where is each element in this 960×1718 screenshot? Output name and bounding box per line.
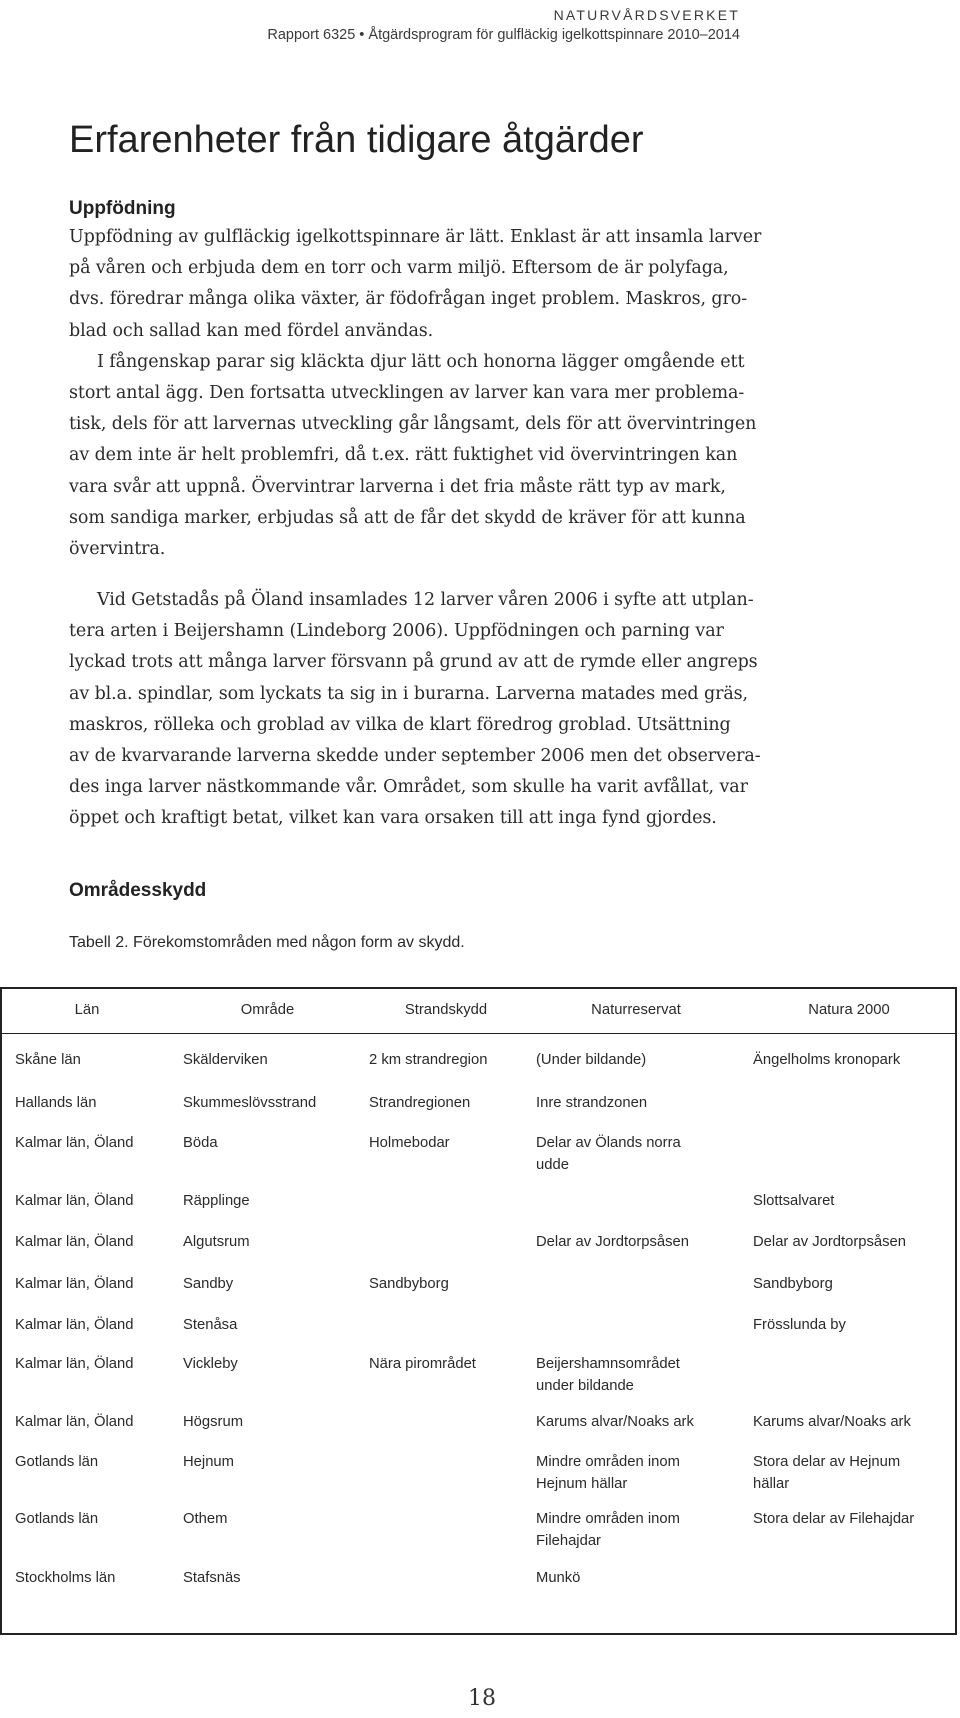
table-cell: Gotlands län (15, 1511, 99, 1527)
table-cell: Sandby (183, 1276, 234, 1292)
table-cell: Skälderviken (183, 1052, 268, 1068)
table-cell: Kalmar län, Öland (15, 1317, 134, 1333)
table-cell: Slottsalvaret (753, 1193, 835, 1209)
table-cell: Kalmar län, Öland (15, 1234, 134, 1250)
table-cell: Karums alvar/Noaks ark (536, 1414, 694, 1430)
text-line: I fångenskap parar sig kläckta djur lätt och honorna lägger omgående ett (97, 351, 745, 372)
text-line: av bl.a. spindlar, som lyckats ta sig in i burarna. Larverna matades med gräs, (69, 683, 749, 704)
text-line: Vid Getstadås på Öland insamlades 12 larver våren 2006 i syfte att utplan- (97, 590, 754, 610)
text-line: vara svår att uppnå. Övervintrar larverna i det fria måste rätt typ av mark, (69, 476, 726, 497)
table-cell: Othem (183, 1511, 228, 1527)
table-cell: Stockholms län (15, 1570, 116, 1586)
section-heading-uppfodning: Uppfödning (69, 198, 176, 219)
table-cell: Algutsrum (183, 1234, 250, 1250)
table-cell: Gotlands län (15, 1454, 99, 1470)
table-header-row (2, 989, 955, 1034)
table-cell: Räpplinge (183, 1193, 250, 1209)
table-cell: Kalmar län, Öland (15, 1193, 134, 1209)
protection-table (0, 987, 957, 1635)
table-cell: Delar av Jordtorpsåsen (536, 1234, 689, 1250)
text-line: blad och sallad kan med fördel användas. (69, 320, 434, 341)
report-title-line: Rapport 6325 • Åtgärdsprogram för gulfläckig igelkottspinnare 2010–2014 (267, 27, 740, 43)
text-line: av dem inte är helt problemfri, då t.ex. rätt fuktighet vid övervintringen kan (69, 445, 738, 466)
table-cell: Delar av Ölands norra udde (536, 1135, 681, 1173)
table-cell: Inre strandzonen (536, 1095, 648, 1111)
text-line: tisk, dels för att larvernas utveckling går långsamt, dels för att övervintringen (69, 414, 757, 435)
body-paragraph-1 (69, 222, 761, 565)
table-cell: Sandbyborg (369, 1276, 449, 1292)
table-cell: Nära pirområdet (369, 1356, 476, 1372)
text-line: des inga larver nästkommande vår. Området, som skulle ha varit avfållat, var (69, 777, 748, 798)
column-header-omrade: Område (240, 1002, 295, 1018)
text-line: dvs. föredrar många olika växter, är födofrågan inget problem. Maskros, gro- (69, 289, 748, 310)
table-cell: 2 km strandregion (369, 1052, 488, 1068)
table-cell: Böda (183, 1135, 218, 1151)
table-cell: Skummeslövsstrand (183, 1095, 317, 1111)
column-header-lan: Län (74, 1002, 100, 1018)
text-line: som sandiga marker, erbjudas så att de får det skydd de kräver för att kunna (69, 507, 746, 528)
table-cell: Munkö (536, 1570, 581, 1586)
page-title: Erfarenheter från tidigare åtgärder (69, 119, 644, 161)
table-cell: Stora delar av Hejnum hällar (753, 1454, 901, 1492)
text-line: av de kvarvarande larverna skedde under september 2006 men det observera- (69, 746, 761, 767)
table-cell: Kalmar län, Öland (15, 1414, 134, 1430)
text-line: tera arten i Beijershamn (Lindeborg 2006). Uppfödningen och parning var (69, 621, 724, 642)
table-cell: Högsrum (183, 1414, 244, 1430)
table-cell: Beijershamnsområdet under bildande (536, 1356, 680, 1394)
table-cell: Strandregionen (369, 1095, 471, 1111)
page-number (0, 1686, 960, 1712)
table-cell: Hejnum (183, 1454, 234, 1470)
column-header-strandskydd: Strandskydd (404, 1002, 488, 1018)
text-line: lyckad trots att många larver försvann på grund av att de rymde eller angreps (69, 652, 758, 673)
table-cell: Hallands län (15, 1095, 97, 1111)
table-cell: Karums alvar/Noaks ark (753, 1414, 911, 1430)
table-cell: Skåne län (15, 1052, 81, 1068)
table-cell: Ängelholms kronopark (753, 1052, 901, 1068)
text-line: på våren och erbjuda dem en torr och varm miljö. Eftersom de är polyfaga, (69, 258, 729, 279)
table-cell: Kalmar län, Öland (15, 1356, 134, 1372)
table-cell: (Under bildande) (536, 1052, 647, 1068)
table-cell: Mindre områden inom Filehajdar (536, 1511, 680, 1549)
table-cell: Sandbyborg (753, 1276, 833, 1292)
page-number-text: 18 (468, 1686, 496, 1711)
body-paragraph-2 (69, 585, 761, 835)
text-line: maskros, rölleka och groblad av vilka de klart föredrog groblad. Utsättning (69, 714, 731, 735)
table-cell: Mindre områden inom Hejnum hällar (536, 1454, 680, 1492)
table-cell: Stenåsa (183, 1317, 238, 1333)
table-cell: Stafsnäs (183, 1570, 241, 1586)
section-heading-omradesskydd: Områdesskydd (69, 880, 207, 901)
table-cell: Vickleby (183, 1356, 238, 1372)
table-caption: Tabell 2. Förekomstområden med någon form av skydd. (69, 934, 465, 951)
publisher-name: NATURVÅRDSVERKET (553, 7, 740, 23)
table-cell: Frösslunda by (753, 1317, 846, 1333)
table-cell: Kalmar län, Öland (15, 1276, 134, 1292)
table-cell: Holmebodar (369, 1135, 450, 1151)
table-cell: Delar av Jordtorpsåsen (753, 1234, 906, 1250)
column-header-naturreservat: Naturreservat (591, 1002, 681, 1018)
running-header (267, 5, 740, 45)
column-header-natura-2000: Natura 2000 (808, 1002, 890, 1018)
text-line: övervintra. (69, 539, 166, 560)
text-line: Uppfödning av gulfläckig igelkottspinnare är lätt. Enklast är att insamla larver (69, 227, 762, 247)
text-line: öppet och kraftigt betat, vilket kan vara orsaken till att inga fynd gjordes. (69, 808, 717, 829)
text-line: stort antal ägg. Den fortsatta utvecklingen av larver kan vara mer problema- (69, 383, 745, 404)
table-cell: Stora delar av Filehajdar (753, 1511, 915, 1527)
table-cell: Kalmar län, Öland (15, 1135, 134, 1151)
